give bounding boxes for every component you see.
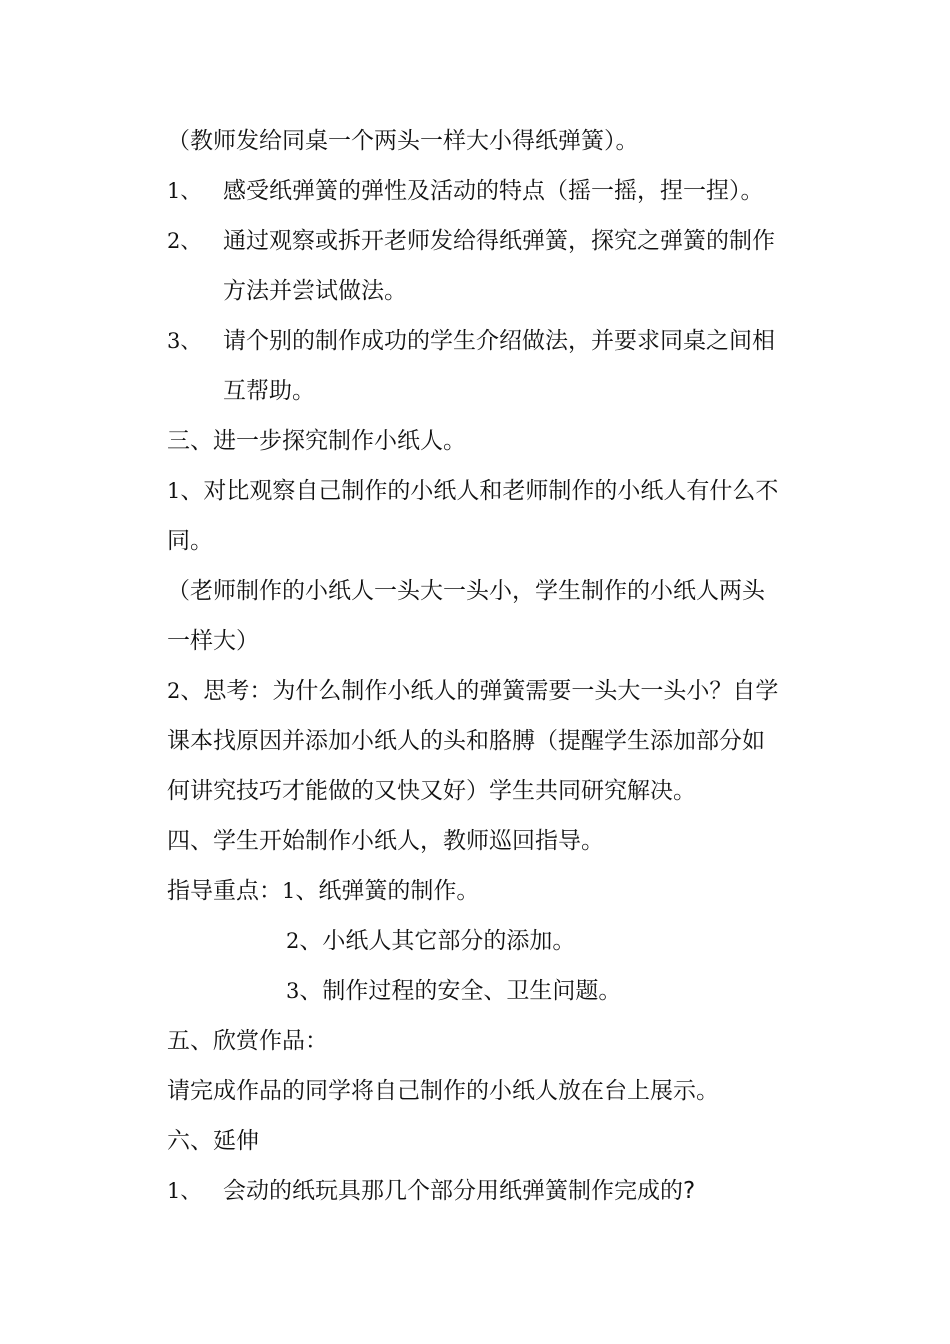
focus-1-number: 1	[282, 879, 296, 903]
section-6-list-number-1: 1、	[167, 1179, 202, 1203]
focus-line-1	[167, 876, 817, 906]
list-number-2: 2、	[167, 229, 202, 253]
list-number-3: 3、	[167, 329, 202, 353]
list-item-1-text: 感受纸弹簧的弹性及活动的特点（摇一摇，捏一捏）。	[223, 178, 764, 204]
section-3-para-2-line1: （老师制作的小纸人一头大一头小，学生制作的小纸人两头	[167, 578, 765, 604]
focus-label: 指导重点：	[167, 878, 282, 904]
section-4-heading: 四、学生开始制作小纸人，教师巡回指导。	[167, 828, 604, 854]
section-3-para-1-number: 1	[167, 479, 181, 503]
section-6-heading: 六、延伸	[167, 1128, 259, 1154]
focus-line-2	[286, 926, 936, 956]
list-item-3-text-line2: 互帮助。	[223, 378, 315, 404]
section-3-para-3-line2: 课本找原因并添加小纸人的头和胳膊（提醒学生添加部分如	[167, 728, 765, 754]
section-3-para-1-line2: 同。	[167, 528, 213, 554]
focus-2-number: 2	[286, 929, 300, 953]
section-3-para-1-line1	[167, 476, 817, 506]
list-item-3-text-line1: 请个别的制作成功的学生介绍做法，并要求同桌之间相	[223, 328, 775, 354]
list-number-1: 1、	[167, 179, 202, 203]
paragraph-intro: （教师发给同桌一个两头一样大小得纸弹簧）。	[167, 128, 639, 154]
section-3-para-3-text: 、思考：为什么制作小纸人的弹簧需要一头大一头小？自学	[180, 678, 779, 704]
section-6-list-item-1-text: 会动的纸玩具那几个部分用纸弹簧制作完成的?	[223, 1178, 696, 1204]
section-3-para-1-text: 、对比观察自己制作的小纸人和老师制作的小纸人有什么不	[180, 478, 779, 504]
section-3-para-2-line2: 一样大）	[167, 628, 259, 654]
section-3-para-3-line1	[167, 676, 817, 706]
section-5-text: 请完成作品的同学将自己制作的小纸人放在台上展示。	[167, 1078, 719, 1104]
section-3-para-3-number: 2	[167, 679, 181, 703]
focus-line-3	[286, 976, 936, 1006]
section-3-para-3-line3: 何讲究技巧才能做的又快又好）学生共同研究解决。	[167, 778, 696, 804]
list-item-2-text-line2: 方法并尝试做法。	[223, 278, 407, 304]
section-3-heading: 三、进一步探究制作小纸人。	[167, 428, 466, 454]
focus-3-text: 、制作过程的安全、卫生问题。	[299, 978, 622, 1004]
focus-3-number: 3	[286, 979, 300, 1003]
section-5-heading: 五、欣赏作品：	[167, 1028, 328, 1054]
focus-1-text: 、纸弹簧的制作。	[295, 878, 480, 904]
focus-2-text: 、小纸人其它部分的添加。	[299, 928, 576, 954]
list-item-2-text-line1: 通过观察或拆开老师发给得纸弹簧，探究之弹簧的制作	[223, 228, 775, 254]
